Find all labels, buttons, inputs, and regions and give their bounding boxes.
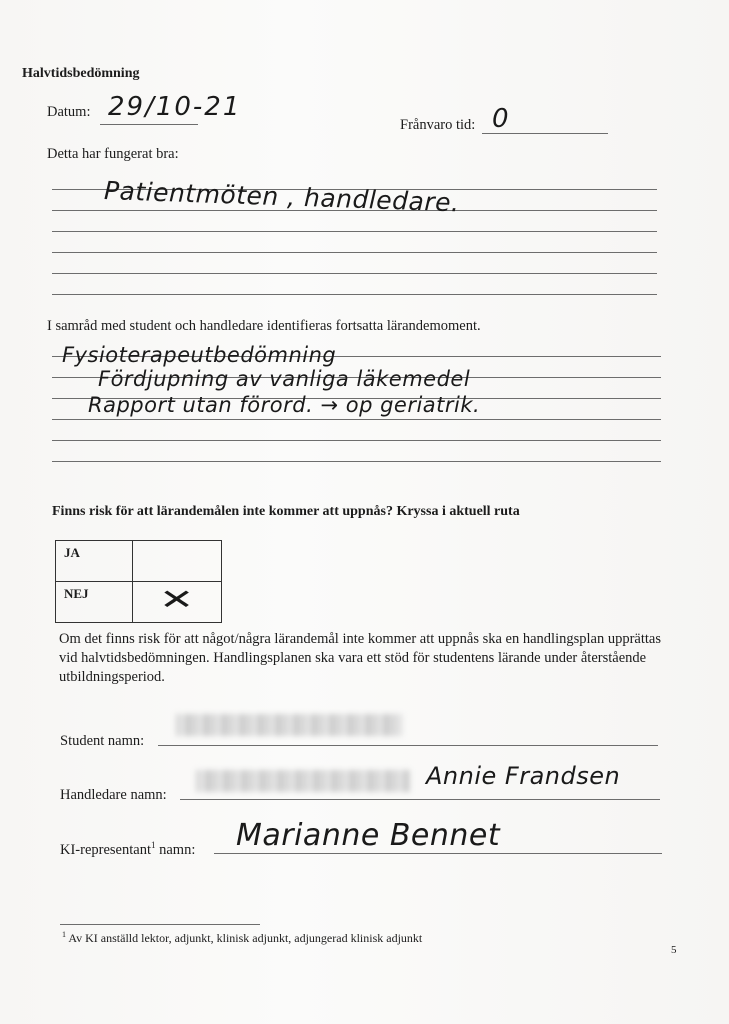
student-line bbox=[158, 745, 658, 746]
form-title: Halvtidsbedömning bbox=[22, 66, 140, 81]
fungerat-line-5 bbox=[52, 273, 657, 274]
larandemoment-line-4 bbox=[52, 419, 661, 420]
datum-value: 29/10-21 bbox=[108, 92, 242, 122]
footnote-text: Av KI anställd lektor, adjunkt, klinisk adjunkt, adjungerad klinisk adjunkt bbox=[68, 931, 423, 945]
risk-option-label: NEJ bbox=[56, 582, 133, 623]
footnote-marker: 1 bbox=[62, 930, 66, 939]
footnote-separator bbox=[60, 924, 260, 925]
risk-row-nej bbox=[56, 582, 222, 623]
info-paragraph: Om det finns risk för att något/några lärandemål inte kommer att uppnås ska en handlingsplan upprättas vid halvtidsbedömningen. Handlingsplanen ska vara ett stöd för studentens lärande under återstående utbildningsperiod. bbox=[59, 631, 661, 685]
fungerat-handwriting: Patientmöten , handledare. bbox=[103, 176, 460, 218]
handledare-line bbox=[180, 799, 660, 800]
risk-checkbox-table bbox=[55, 540, 222, 623]
footnote bbox=[62, 930, 422, 946]
fungerat-line-3 bbox=[52, 231, 657, 232]
ki-signature: Marianne Bennet bbox=[236, 818, 501, 853]
page-number: 5 bbox=[671, 944, 677, 956]
larandemoment-handwriting-1: Fysioterapeutbedömning bbox=[62, 343, 337, 367]
franvaro-value: 0 bbox=[492, 104, 510, 134]
larandemoment-line-6 bbox=[52, 461, 661, 462]
larandemoment-label: I samråd med student och handledare identifieras fortsatta lärandemoment. bbox=[47, 318, 481, 334]
risk-mark-nej: ✕ bbox=[159, 583, 195, 616]
risk-row-ja bbox=[56, 541, 222, 582]
student-label: Student namn: bbox=[60, 733, 145, 749]
ki-label-text: KI-representant bbox=[60, 841, 151, 858]
risk-checkbox-nej[interactable] bbox=[133, 582, 222, 623]
risk-question: Finns risk för att lärandemålen inte kommer att uppnås? Kryssa i aktuell ruta bbox=[52, 504, 520, 519]
datum-line bbox=[100, 124, 198, 125]
handledare-name-redacted bbox=[196, 770, 410, 792]
ki-label bbox=[60, 840, 195, 859]
fungerat-label: Detta har fungerat bra: bbox=[47, 146, 179, 162]
fungerat-line-6 bbox=[52, 294, 657, 295]
fungerat-line-4 bbox=[52, 252, 657, 253]
ki-line bbox=[214, 853, 662, 854]
risk-checkbox-ja[interactable] bbox=[133, 541, 222, 582]
larandemoment-line-5 bbox=[52, 440, 661, 441]
franvaro-label: Frånvaro tid: bbox=[400, 117, 476, 133]
datum-label: Datum: bbox=[47, 104, 91, 120]
ki-label-suffix: namn: bbox=[155, 841, 196, 858]
risk-option-label: JA bbox=[56, 541, 133, 582]
larandemoment-handwriting-3: Rapport utan förord. → op geriatrik. bbox=[88, 393, 481, 417]
student-name-redacted bbox=[176, 714, 402, 736]
handledare-label: Handledare namn: bbox=[60, 787, 167, 803]
ki-footnote-ref: 1 bbox=[150, 840, 156, 850]
handledare-signature: Annie Frandsen bbox=[426, 762, 621, 790]
larandemoment-handwriting-2: Fördjupning av vanliga läkemedel bbox=[98, 367, 471, 391]
